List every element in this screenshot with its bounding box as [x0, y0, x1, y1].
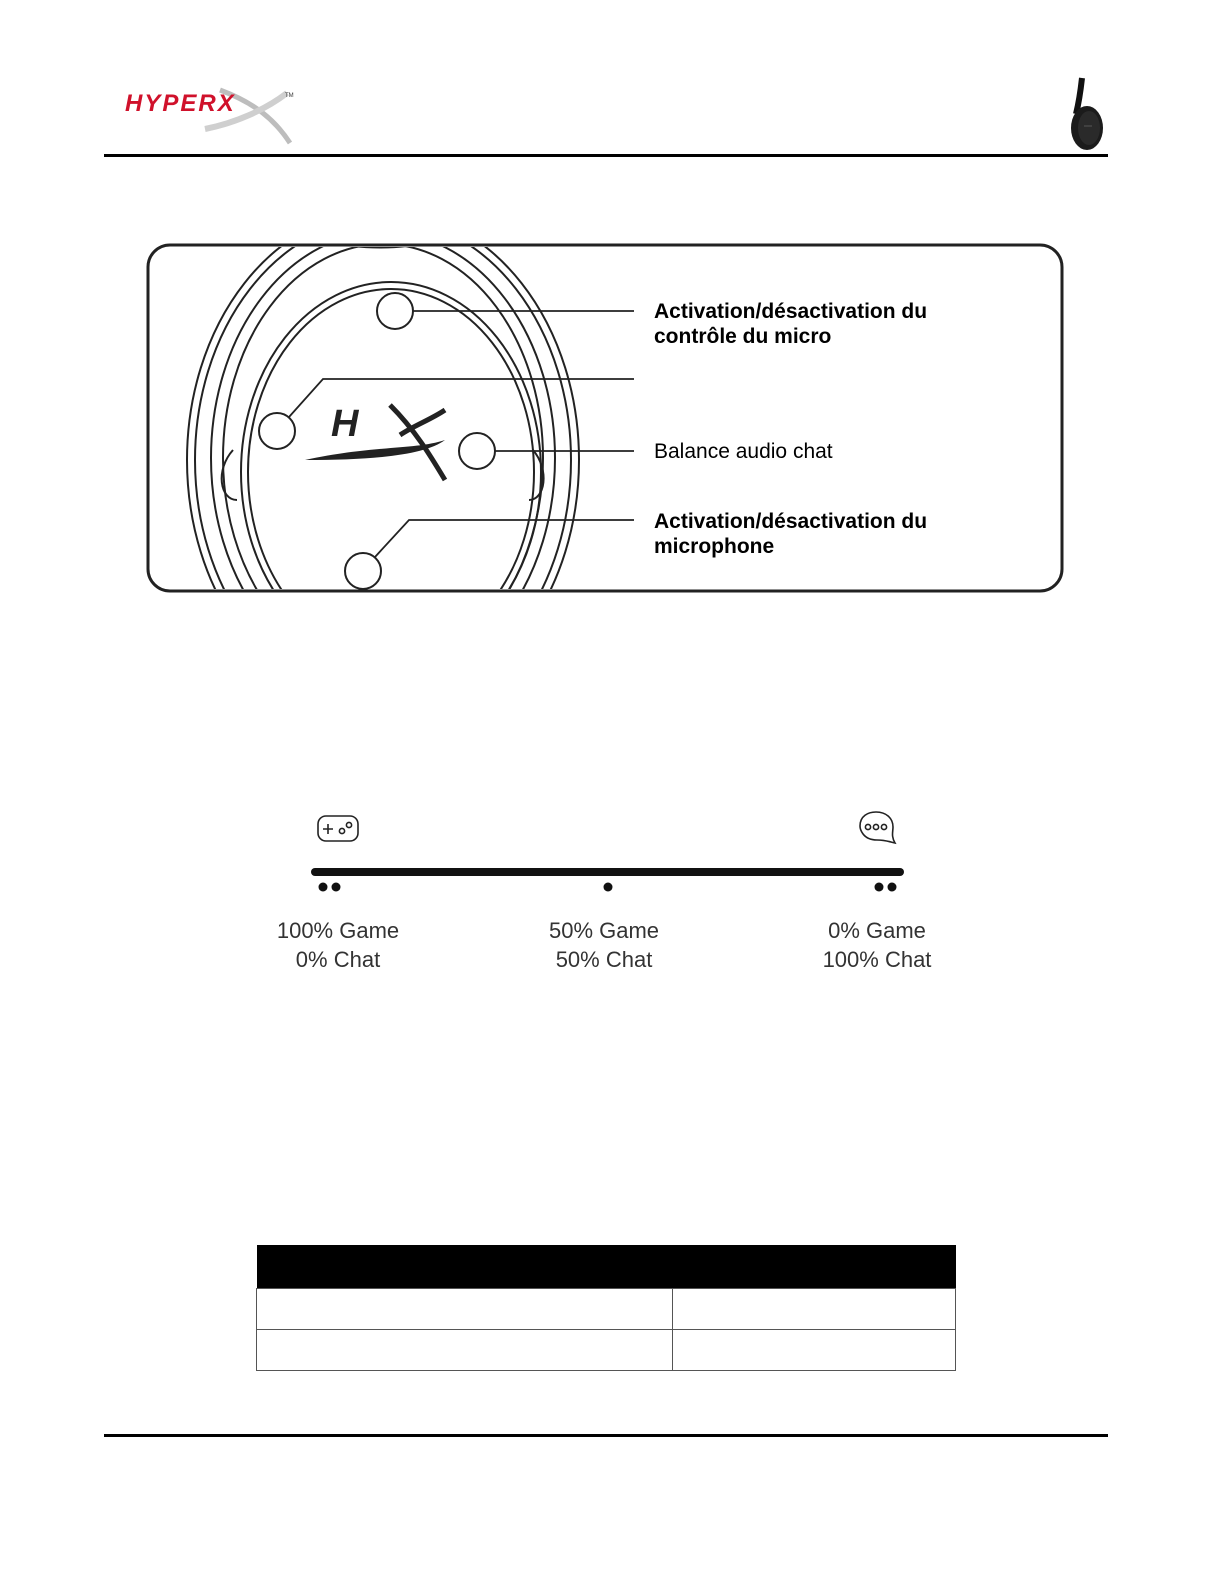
- svg-text:HYPERX: HYPERX: [125, 90, 236, 117]
- callout-mic-monitor: Activation/désactivation du contrôle du micro: [654, 300, 928, 348]
- table-row: [257, 1330, 956, 1371]
- table-header-row: [257, 1245, 956, 1289]
- left-dot-2: [332, 883, 341, 892]
- right-dot-2: [888, 883, 897, 892]
- table-row: [257, 1289, 956, 1330]
- right-dot-1: [875, 883, 884, 892]
- spec-table: [256, 1245, 956, 1371]
- balance-label-center: 50% Game 50% Chat: [548, 918, 660, 972]
- headset-thumbnail: [1062, 76, 1112, 152]
- svg-text:H: H: [331, 403, 359, 445]
- mic-monitor-button: [377, 293, 413, 329]
- chat-bubble-icon: [860, 812, 895, 843]
- balance-label-left: 100% Game 0% Chat: [276, 918, 400, 972]
- callout-mic-mute: Activation/désactivation du microphone: [654, 510, 928, 558]
- gamepad-icon: [318, 816, 358, 841]
- callout-chat-balance: Balance audio chat: [654, 440, 833, 463]
- table-cell: [673, 1289, 956, 1330]
- center-dot: [604, 883, 613, 892]
- svg-text:TM: TM: [285, 93, 294, 99]
- left-dot-1: [319, 883, 328, 892]
- table-cell: [257, 1330, 673, 1371]
- table-cell: [673, 1330, 956, 1371]
- mic-mute-button: [345, 553, 381, 589]
- footer-rule: [104, 1434, 1108, 1437]
- left-button: [259, 413, 295, 449]
- table-header-cell: [673, 1245, 956, 1289]
- chat-balance-wheel: [459, 433, 495, 469]
- header-rule: [104, 154, 1108, 157]
- earcup-controls-diagram: [145, 240, 1067, 598]
- table-header-cell: [257, 1245, 673, 1289]
- hyperx-logo: [125, 85, 300, 145]
- table-cell: [257, 1289, 673, 1330]
- balance-label-right: 0% Game 100% Chat: [822, 918, 932, 972]
